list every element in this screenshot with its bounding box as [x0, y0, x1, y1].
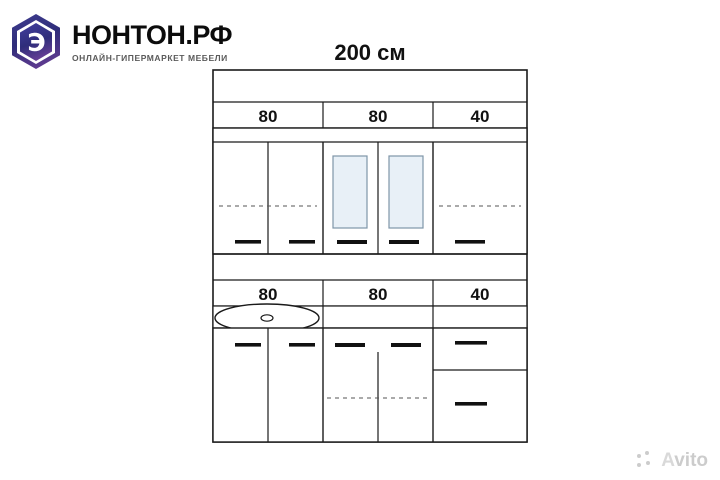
glass-panel-right [389, 156, 423, 228]
drawer-handle-2 [455, 402, 487, 406]
lower-module-label-1: 80 [258, 285, 278, 304]
lower-module-label-3: 40 [470, 285, 490, 304]
total-width-label: 200 см [334, 40, 406, 65]
upper-module-label-3: 40 [470, 107, 490, 126]
avito-watermark-b: vito [674, 450, 708, 471]
upper-module-label-1: 80 [258, 107, 278, 126]
lower-handle-1 [235, 343, 261, 347]
brand-title: НОНТОН.РФ [72, 19, 233, 50]
drawer-handle-1 [455, 341, 487, 345]
lower-handle-4 [391, 343, 421, 347]
avito-watermark-text [661, 450, 708, 472]
upper-module-label-2: 80 [368, 107, 388, 126]
brand-subtitle: ОНЛАЙН-ГИПЕРМАРКЕТ МЕБЕЛИ [72, 52, 228, 63]
upper-handle-4 [389, 240, 419, 244]
upper-handle-2 [289, 240, 315, 244]
logo-glyph: Э [27, 27, 45, 57]
upper-handle-1 [235, 240, 261, 244]
upper-handle-5 [455, 240, 485, 244]
sink-drain [261, 315, 273, 321]
glass-panel-left [333, 156, 367, 228]
avito-watermark-a: A [661, 450, 675, 471]
lower-handle-2 [289, 343, 315, 347]
avito-logo-icon [637, 451, 657, 471]
lower-handle-3 [335, 343, 365, 347]
hexagon-logo-icon [8, 12, 64, 72]
lower-module-label-2: 80 [368, 285, 388, 304]
upper-cabinets-row [213, 128, 527, 254]
furniture-diagram [205, 30, 535, 450]
brand-logo [8, 12, 232, 72]
avito-watermark [637, 450, 708, 472]
upper-handle-3 [337, 240, 367, 244]
